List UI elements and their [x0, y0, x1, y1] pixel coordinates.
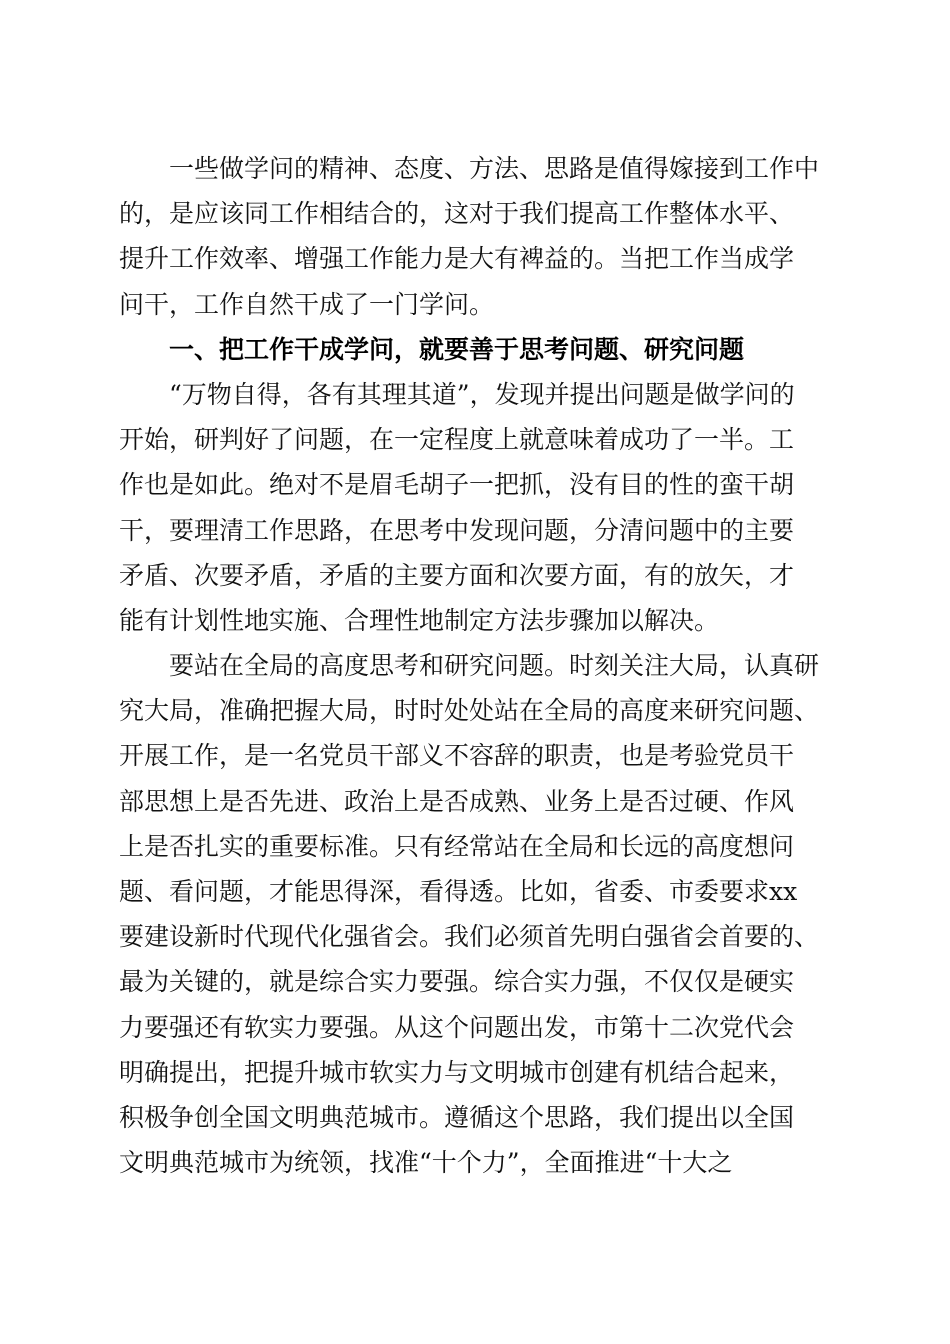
- text-line: 上是否扎实的重要标准。只有经常站在全局和长远的高度想问: [119, 831, 795, 861]
- paragraph-problem-discovery: [119, 372, 839, 643]
- document-body: [119, 146, 839, 1185]
- text-line: 明确提出，把提升城市软实力与文明城市创建有机结合起来，: [119, 1057, 795, 1087]
- text-line: 部思想上是否先进、政治上是否成熟、业务上是否过硬、作风: [119, 786, 795, 816]
- paragraph-overall-perspective: [119, 643, 839, 1185]
- text-line: 开始，研判好了问题，在一定程度上就意味着成功了一半。工: [119, 425, 795, 455]
- text-line: “万物自得，各有其理其道”，发现并提出问题是做学问的: [119, 379, 795, 409]
- text-line: 题、看问题，才能思得深，看得透。比如，省委、市委要求xx: [119, 877, 798, 906]
- text-line: 究大局，准确把握大局，时时处处站在全局的高度来研究问题、: [119, 696, 820, 726]
- text-line: 的，是应该同工作相结合的，这对于我们提高工作整体水平、: [119, 199, 795, 229]
- text-line: 提升工作效率、增强工作能力是大有裨益的。当把工作当成学: [119, 244, 795, 274]
- text-line: 文明典范城市为统领，找准“十个力”，全面推进“十大之: [119, 1148, 733, 1178]
- text-line: 问干，工作自然干成了一门学问。: [119, 289, 495, 319]
- section-heading: 一、把工作干成学问，就要善于思考问题、研究问题: [119, 334, 745, 364]
- text-line: 开展工作，是一名党员干部义不容辞的职责，也是考验党员干: [119, 741, 795, 771]
- text-line: 作也是如此。绝对不是眉毛胡子一把抓，没有目的性的蛮干胡: [119, 470, 795, 500]
- text-line: 矛盾、次要矛盾，矛盾的主要方面和次要方面，有的放矢，才: [119, 560, 795, 590]
- text-line: 积极争创全国文明典范城市。遵循这个思路，我们提出以全国: [119, 1102, 795, 1132]
- text-line: 干，要理清工作思路，在思考中发现问题，分清问题中的主要: [119, 515, 795, 545]
- text-line: 一些做学问的精神、态度、方法、思路是值得嫁接到工作中: [119, 154, 820, 183]
- text-line: 能有计划性地实施、合理性地制定方法步骤加以解决。: [119, 605, 720, 635]
- text-line: 要建设新时代现代化强省会。我们必须首先明白强省会首要的、: [119, 922, 820, 952]
- text-line: 力要强还有软实力要强。从这个问题出发，市第十二次党代会: [119, 1012, 795, 1042]
- paragraph-intro: [119, 146, 839, 327]
- text-line: 要站在全局的高度思考和研究问题。时刻关注大局，认真研: [119, 651, 820, 681]
- text-line: 最为关键的，就是综合实力要强。综合实力强，不仅仅是硬实: [119, 967, 795, 997]
